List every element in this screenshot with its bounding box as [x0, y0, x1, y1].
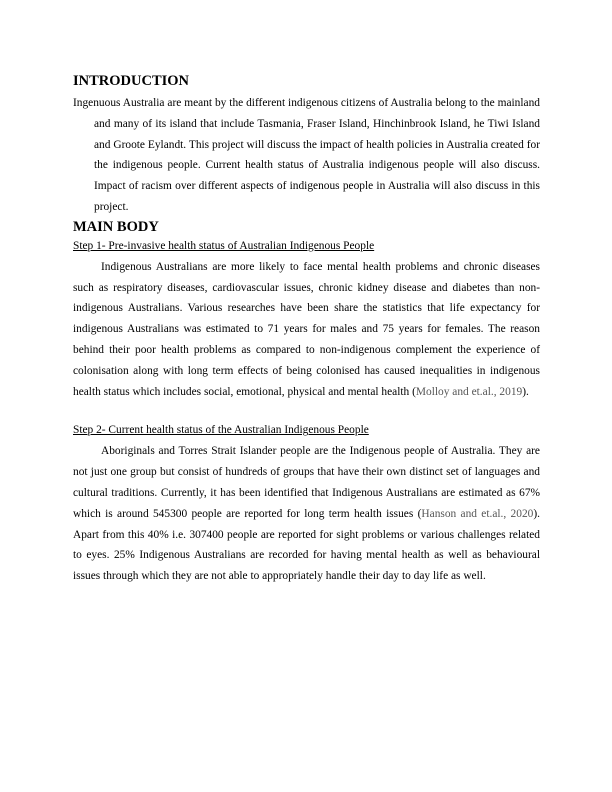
step2-citation: Hanson and et.al., 2020 — [421, 507, 534, 520]
step1-text: Indigenous Australians are more likely to face mental health problems and chronic diseases such as respiratory diseases, cardiovascular issues, chronic kidney disease and diabetes than non-indigenous Australians. Various researches have been share the statistics that life expectancy for indigenous Australians was estimated to 71 years for males and 75 years for females. The reason behind their poor health problems as compared to non-indigenous complement the experience of colonisation along with long term effects of being colonised has caused inequalities in indigenous health status which includes social, emotional, physical and mental health ( — [73, 260, 540, 398]
document-content — [73, 72, 540, 587]
introduction-paragraph: Ingenuous Australia are meant by the different indigenous citizens of Australia belong to the mainland and many of its island that include Tasmania, Fraser Island, Hinchinbrook Island, he Tiwi Island and Groote Eylandt. This project will discuss the impact of health policies in Australia created for the indigenous people. Current health status of Australia indigenous people will also discuss. Impact of racism over different aspects of indigenous people in Australia will also discuss in this project. — [73, 97, 540, 213]
step1-title: Step 1- Pre-invasive health status of Australian Indigenous People — [73, 239, 375, 252]
step2-paragraph — [73, 441, 540, 587]
step1-paragraph — [73, 257, 540, 403]
introduction-heading: INTRODUCTION — [73, 73, 190, 89]
step2-text: Aboriginals and Torres Strait Islander people are the Indigenous people of Australia. They are not just one group but consist of hundreds of groups that have their own distinct set of languages and cultural traditions. Currently, it has been identified that Indigenous Australians are estimated as 67% which is around 545300 people are reported for long term health issues ( — [73, 445, 540, 520]
step2-title: Step 2- Current health status of the Australian Indigenous People — [73, 424, 369, 437]
main-body-heading: MAIN BODY — [73, 218, 159, 235]
step1-citation: Molloy and et.al., 2019 — [415, 385, 523, 398]
step2-tail: ). Apart from this 40% i.e. 307400 people are reported for sight problems or various challenges related to eyes. 25% Indigenous Australians are recorded for having mental health as well as behavioural issues through which they are not able to appropriately handle their day to day life as well. — [73, 507, 540, 583]
step1-tail: ). — [522, 385, 529, 398]
